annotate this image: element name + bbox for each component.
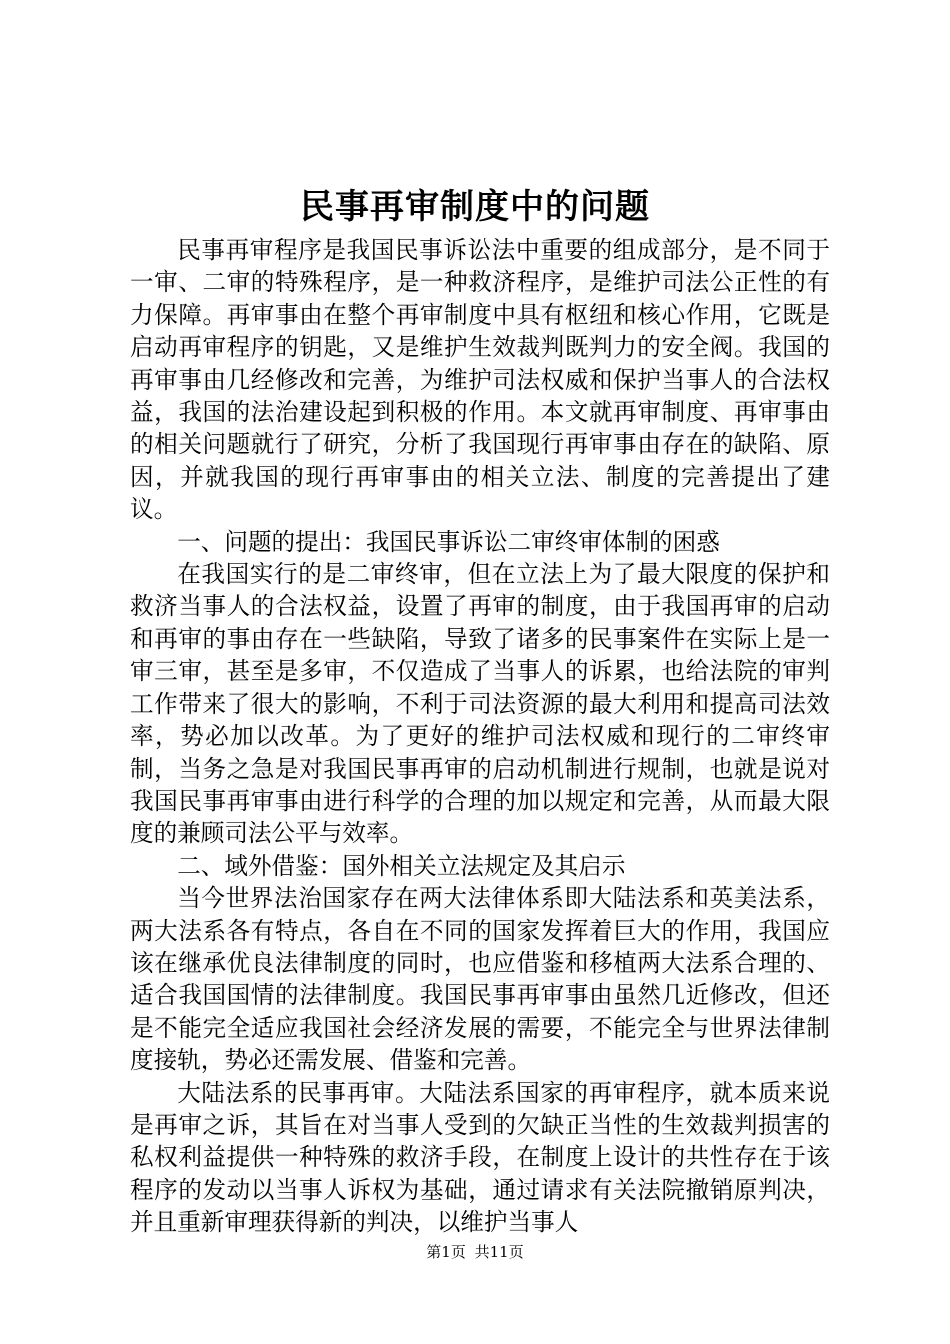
paragraph-intro: 民事再审程序是我国民事诉讼法中重要的组成部分，是不同于一审、二审的特殊程序，是一种救济程序，是维护司法公正性的有力保障。再审事由在整个再审制度中具有枢纽和核心作用，它既是启动再审程序的钥匙，又是维护生效裁判既判力的安全阀。我国的再审事由几经修改和完善，为维护司法权威和保护当事人的合法权益，我国的法治建设起到积极的作用。本文就再审制度、再审事由的相关问题就行了研究，分析了我国现行再审事由存在的缺陷、原因，并就我国的现行再审事由的相关立法、制度的完善提出了建议。 (130, 236, 830, 524)
document-title: 民事再审制度中的问题 (300, 187, 650, 227)
section-heading-1: 一、问题的提出：我国民事诉讼二审终审体制的困惑 (177, 527, 720, 556)
page-number: 第1页 (426, 1243, 466, 1261)
document-body (130, 234, 830, 1239)
paragraph-section-2a: 当今世界法治国家存在两大法律体系即大陆法系和英美法系，两大法系各有特点，各自在不同的国家发挥着巨大的作用，我国应该在继承优良法律制度的同时，也应借鉴和移植两大法系合理的、适合我国国情的法律制度。我国民事再审事由虽然几近修改，但还是不能完全适应我国社会经济发展的需要，不能完全与世界法律制度接轨，势必还需发展、借鉴和完善。 (130, 884, 830, 1075)
paragraph-section-2b: 大陆法系的民事再审。大陆法系国家的再审程序，就本质来说是再审之诉，其旨在对当事人受到的欠缺正当性的生效裁判损害的私权利益提供一种特殊的救济手段，在制度上设计的共性存在于该程序的发动以当事人诉权为基础，通过请求有关法院撤销原判决，并且重新审理获得新的判决，以维护当事人 (130, 1078, 830, 1237)
paragraph-section-1: 在我国实行的是二审终审，但在立法上为了最大限度的保护和救济当事人的合法权益，设置了再审的制度，由于我国再审的启动和再审的事由存在一些缺陷，导致了诸多的民事案件在实际上是一审三审，甚至是多审，不仅造成了当事人的诉累，也给法院的审判工作带来了很大的影响，不利于司法资源的最大利用和提高司法效率，势必加以改革。为了更好的维护司法权威和现行的二审终审制，当务之急是对我国民事再审的启动机制进行规制，也就是说对我国民事再审事由进行科学的合理的加以规定和完善，从而最大限度的兼顾司法公平与效率。 (130, 560, 830, 848)
section-heading-2: 二、域外借鉴：国外相关立法规定及其启示 (177, 851, 626, 880)
page-total: 共11页 (474, 1243, 524, 1261)
page-footer (0, 1242, 950, 1262)
